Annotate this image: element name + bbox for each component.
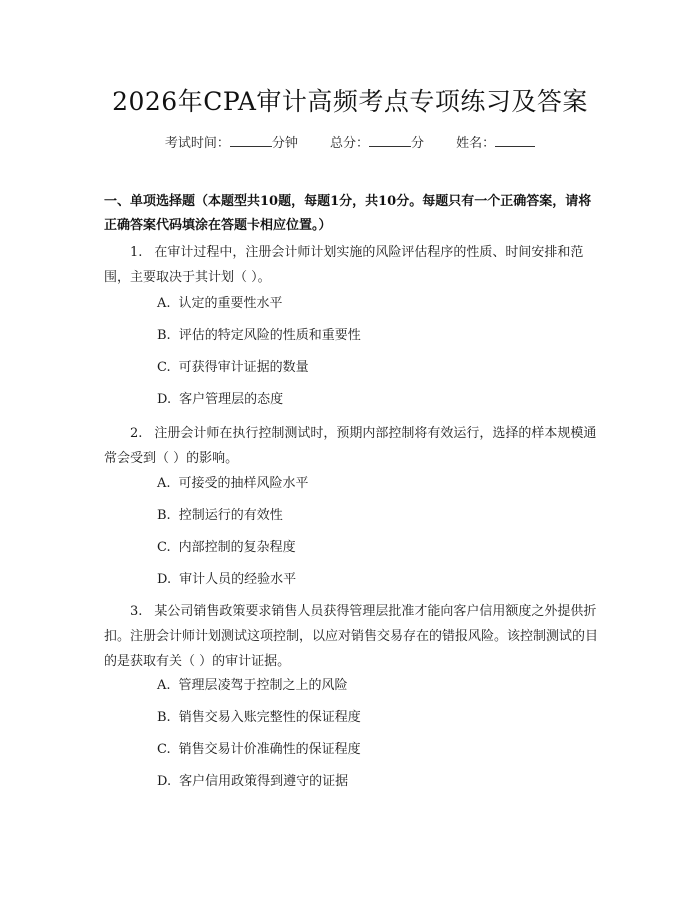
option-letter: A.	[157, 296, 171, 311]
question-2	[104, 421, 598, 471]
question-number: 3.	[130, 604, 143, 619]
exam-time-blank	[230, 133, 272, 147]
option-1d	[157, 390, 587, 410]
option-text: 可获得审计证据的数量	[178, 360, 309, 375]
option-text: 认定的重要性水平	[178, 296, 283, 311]
option-3c	[157, 740, 587, 760]
option-text: 销售交易计价准确性的保证程度	[178, 742, 361, 757]
option-3d	[157, 772, 587, 792]
name-field	[456, 132, 535, 151]
name-blank	[495, 133, 535, 147]
question-text: 注册会计师在执行控制测试时，预期内部控制将有效运行，选择的样本规模通常会受到（ ）的影响。	[104, 426, 597, 466]
option-2b	[157, 506, 587, 526]
option-letter: C.	[157, 540, 171, 555]
option-letter: B.	[157, 328, 171, 343]
total-score-blank	[369, 133, 411, 147]
option-2c	[157, 538, 587, 558]
exam-time-label: 考试时间：	[164, 136, 230, 151]
option-letter: A.	[157, 678, 171, 693]
option-1a	[157, 294, 587, 314]
option-2d	[157, 570, 587, 590]
option-letter: B.	[157, 710, 171, 725]
option-text: 控制运行的有效性	[178, 508, 283, 523]
document-title: 2026年CPA审计高频考点专项练习及答案	[112, 87, 588, 116]
question-number: 2.	[130, 426, 143, 441]
total-score-field	[330, 132, 424, 151]
total-score-label: 总分：	[329, 136, 369, 151]
option-letter: A.	[157, 476, 171, 491]
exam-info-line	[0, 132, 700, 151]
option-letter: C.	[157, 360, 171, 375]
option-letter: C.	[157, 742, 171, 757]
option-1b	[157, 326, 587, 346]
question-text: 在审计过程中，注册会计师计划实施的风险评估程序的性质、时间安排和范围，主要取决于其计划（ ）。	[104, 245, 584, 285]
question-number: 1.	[130, 245, 143, 260]
exam-time-field	[165, 132, 298, 151]
option-text: 客户信用政策得到遵守的证据	[179, 774, 349, 789]
option-letter: D.	[157, 392, 172, 407]
option-text: 审计人员的经验水平	[179, 572, 297, 587]
option-text: 可接受的抽样风险水平	[178, 476, 309, 491]
section-heading: 一、单项选择题（本题型共10题，每题1分，共10分。每题只有一个正确答案，请将正确答案代码填涂在答题卡相应位置。）	[104, 194, 592, 233]
option-2a	[157, 474, 587, 494]
option-text: 销售交易入账完整性的保证程度	[178, 710, 361, 725]
option-text: 管理层凌驾于控制之上的风险	[178, 678, 348, 693]
option-3b	[157, 708, 587, 728]
question-text: 某公司销售政策要求销售人员获得管理层批准才能向客户信用额度之外提供折扣。注册会计师计划测试这项控制，以应对销售交易存在的错报风险。该控制测试的目的是获取有关（ ）的审计证据。	[104, 604, 599, 669]
option-text: 内部控制的复杂程度	[178, 540, 296, 555]
option-letter: D.	[157, 572, 172, 587]
option-letter: D.	[157, 774, 172, 789]
option-letter: B.	[157, 508, 171, 523]
option-1c	[157, 358, 587, 378]
option-text: 评估的特定风险的性质和重要性	[178, 328, 361, 343]
question-3	[104, 599, 598, 674]
question-1	[104, 240, 598, 290]
option-text: 客户管理层的态度	[179, 392, 284, 407]
exam-time-unit: 分钟	[271, 136, 298, 151]
name-label: 姓名：	[456, 136, 496, 151]
total-score-unit: 分	[411, 136, 425, 151]
option-3a	[157, 676, 587, 696]
